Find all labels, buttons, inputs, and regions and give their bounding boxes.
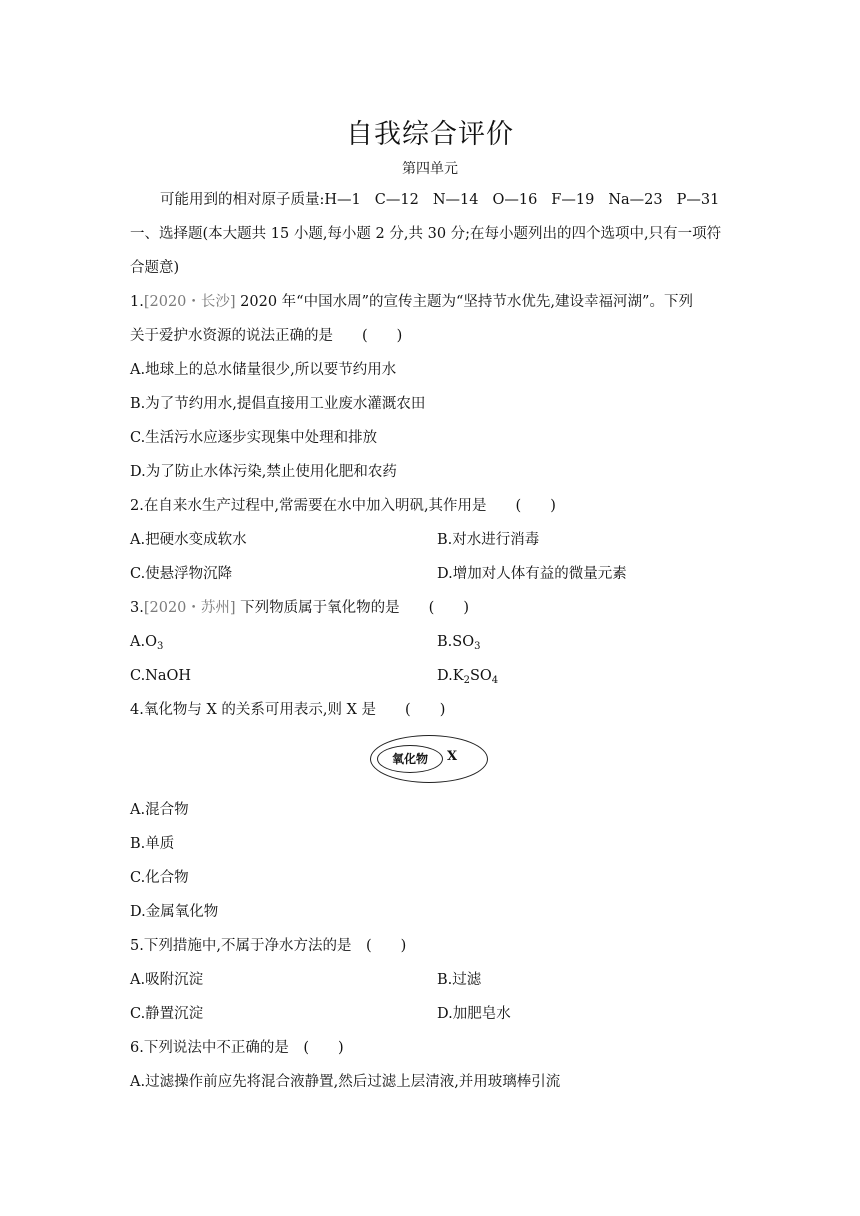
question-text: 下列物质属于氧化物的是 ( ) <box>235 600 469 616</box>
atomic-mass-c: C—12 <box>374 192 419 208</box>
question-number: 6. <box>130 1040 144 1056</box>
inner-set-ellipse: 氧化物 <box>377 745 443 773</box>
unit-subtitle: 第四单元 <box>402 161 458 177</box>
formula-text: B.SO <box>437 634 475 650</box>
question-source: [2020・长沙] <box>143 294 236 310</box>
question-3-option-c <box>130 666 191 686</box>
formula-subscript: 3 <box>156 641 164 652</box>
question-2-option-c: C.使悬浮物沉降 <box>130 566 233 582</box>
set-relationship-diagram <box>370 735 488 783</box>
question-5-option-b: B.过滤 <box>437 972 482 988</box>
question-1-option-a: A.地球上的总水储量很少,所以要节约用水 <box>130 362 397 378</box>
question-4-option-b: B.单质 <box>130 836 175 852</box>
question-number: 2. <box>130 498 144 514</box>
atomic-mass-na: Na—23 <box>608 192 663 208</box>
outer-set-label: X <box>447 749 458 764</box>
question-text: 下列说法中不正确的是 ( ) <box>143 1040 344 1056</box>
question-4-stem <box>130 700 445 720</box>
question-5-stem <box>130 936 406 956</box>
question-number: 1. <box>130 294 144 310</box>
question-3-option-a <box>130 632 163 657</box>
question-1-option-c: C.生活污水应逐步实现集中处理和排放 <box>130 430 378 446</box>
question-5-option-c: C.静置沉淀 <box>130 1006 204 1022</box>
question-6-option-a: A.过滤操作前应先将混合液静置,然后过滤上层清液,并用玻璃棒引流 <box>130 1074 561 1090</box>
question-source: [2020・苏州] <box>143 600 236 616</box>
question-text: 氧化物与 X 的关系可用表示,则 X 是 ( ) <box>143 702 446 718</box>
question-2-option-b: B.对水进行消毒 <box>437 532 540 548</box>
formula-subscript: 4 <box>491 675 499 686</box>
question-1-stem <box>130 292 693 312</box>
section-heading-line2: 合题意) <box>130 260 180 276</box>
question-text: 2020 年“中国水周”的宣传主题为“坚持节水优先,建设幸福河湖”。下列 <box>235 294 693 310</box>
question-2-option-a: A.把硬水变成软水 <box>130 532 247 548</box>
question-4-option-a: A.混合物 <box>130 802 189 818</box>
question-1-stem-cont: 关于爱护水资源的说法正确的是 ( ) <box>130 328 403 344</box>
formula-text: A.O <box>130 634 157 650</box>
question-2-stem <box>130 496 556 516</box>
question-4-option-d: D.金属氧化物 <box>130 904 219 920</box>
atomic-mass-n: N—14 <box>432 192 479 208</box>
question-number: 5. <box>130 938 144 954</box>
question-5-option-a: A.吸附沉淀 <box>130 972 204 988</box>
atomic-mass-o: O—16 <box>492 192 538 208</box>
question-number: 3. <box>130 600 144 616</box>
question-1-option-b: B.为了节约用水,提倡直接用工业废水灌溉农田 <box>130 396 426 412</box>
formula-text: D.K <box>437 668 464 684</box>
question-3-option-d <box>437 666 498 691</box>
atomic-mass-h: H—1 <box>324 192 361 208</box>
formula-text: SO <box>469 668 492 684</box>
atomic-mass-intro: 可能用到的相对原子质量: <box>160 192 325 208</box>
atomic-masses-line <box>160 190 733 210</box>
atomic-mass-f: F—19 <box>551 192 595 208</box>
formula-subscript: 2 <box>463 675 470 686</box>
question-1-option-d: D.为了防止水体污染,禁止使用化肥和农药 <box>130 464 397 480</box>
formula-subscript: 3 <box>474 641 481 652</box>
formula-text: C.NaOH <box>130 668 192 684</box>
question-6-stem <box>130 1038 344 1058</box>
question-4-option-c: C.化合物 <box>130 870 189 886</box>
section-heading-line1: 一、选择题(本大题共 15 小题,每小题 2 分,共 30 分;在每小题列出的四个选项中,只有一项符 <box>130 226 722 242</box>
question-5-option-d: D.加肥皂水 <box>437 1006 511 1022</box>
question-number: 4. <box>130 702 144 718</box>
question-3-option-b <box>437 632 480 657</box>
question-3-stem <box>130 598 469 618</box>
question-2-option-d: D.增加对人体有益的微量元素 <box>437 566 627 582</box>
question-text: 在自来水生产过程中,常需要在水中加入明矾,其作用是 ( ) <box>143 498 556 514</box>
page-title: 自我综合评价 <box>346 119 514 150</box>
question-text: 下列措施中,不属于净水方法的是 ( ) <box>143 938 407 954</box>
atomic-mass-p: P—31 <box>676 192 720 208</box>
